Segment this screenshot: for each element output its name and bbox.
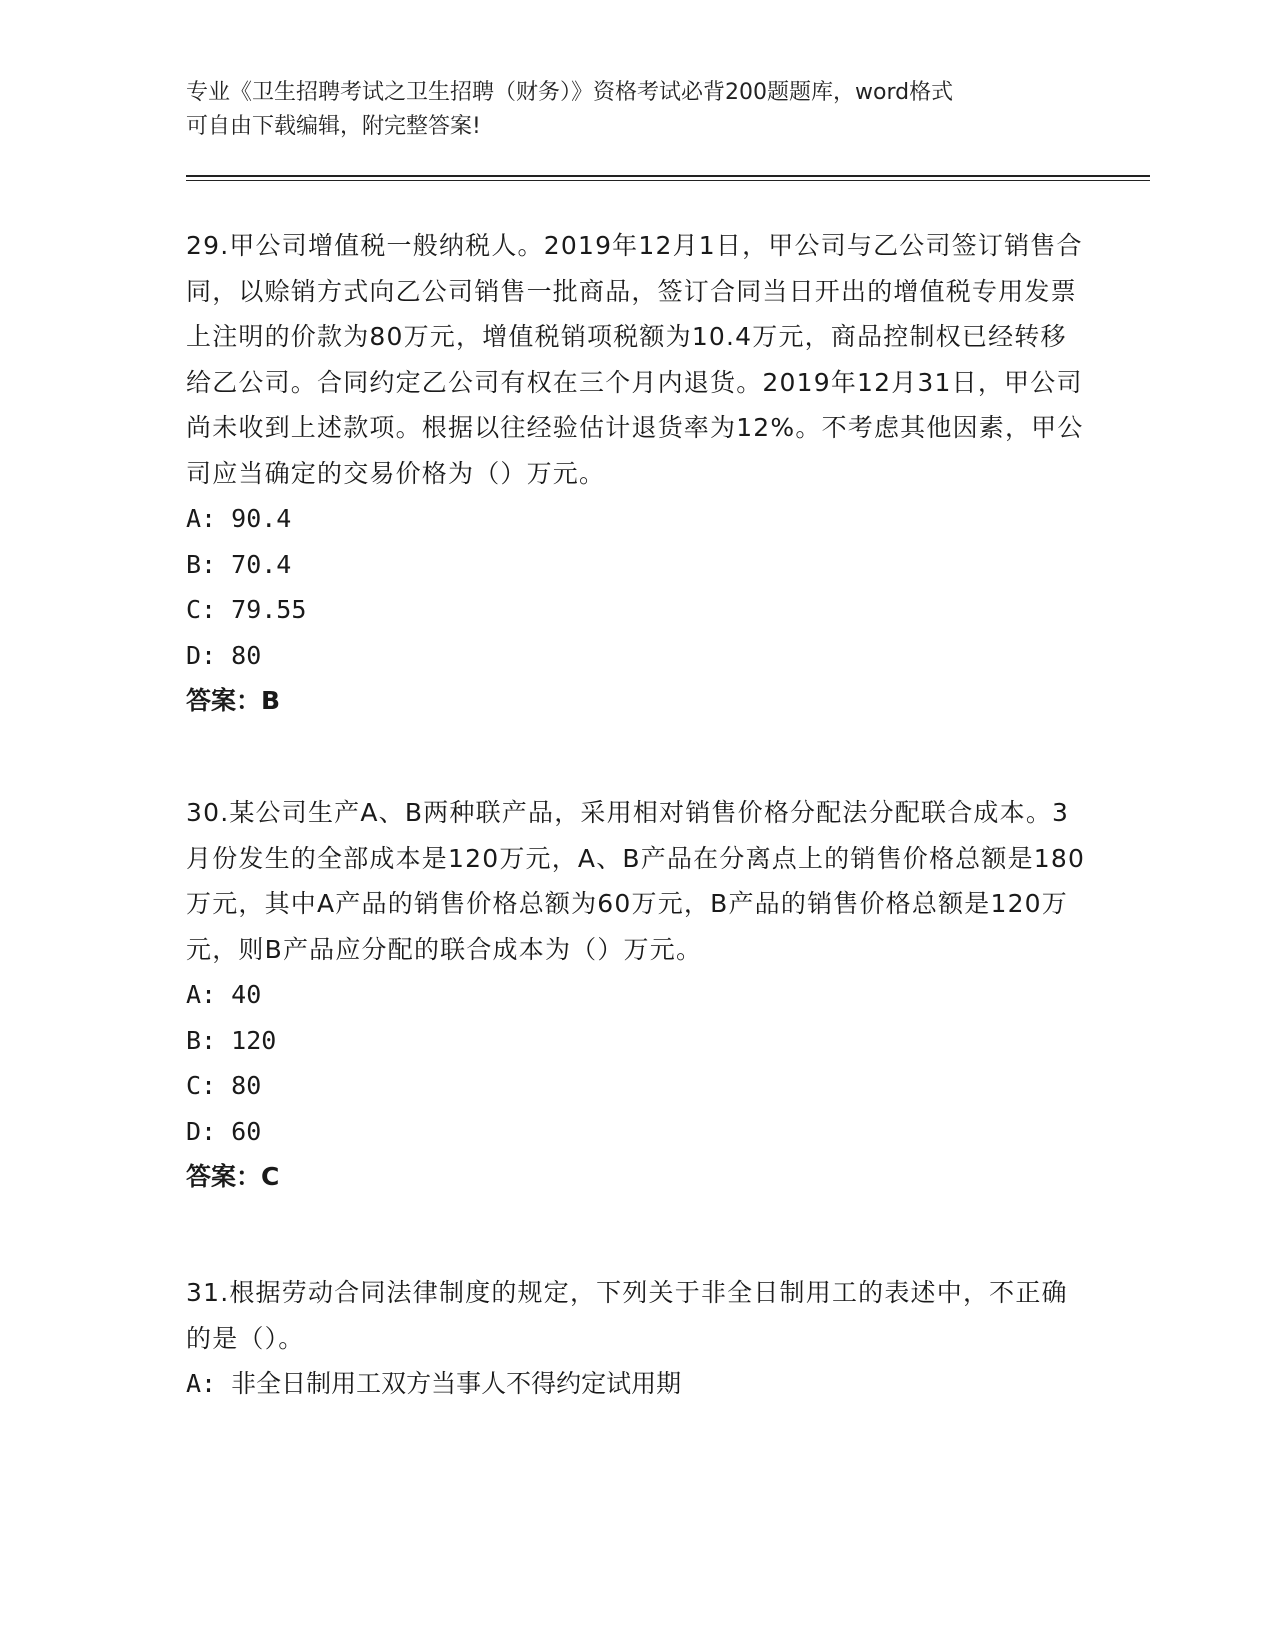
option-d: D: 80 (186, 640, 262, 670)
header-line-2: 可自由下载编辑，附完整答案! (186, 114, 481, 139)
option-a: A: 90.4 (186, 504, 292, 533)
answer: 答案：C (186, 1162, 280, 1191)
option-a: A: 40 (186, 980, 262, 1009)
question-31 (186, 1270, 1086, 1407)
answer: 答案：B (186, 686, 281, 715)
option-d: D: 60 (186, 1116, 262, 1146)
option-a: A: 非全日制用工双方当事人不得约定试用期 (186, 1369, 682, 1398)
option-b: B: 120 (186, 1025, 277, 1055)
question-29 (186, 223, 1086, 724)
option-c: C: 79.55 (186, 595, 307, 624)
header-divider-thick (186, 175, 1150, 177)
question-stem: 31.根据劳动合同法律制度的规定，下列关于非全日制用工的表述中，不正确的是（）。 (186, 1278, 1068, 1353)
option-c: C: 80 (186, 1071, 262, 1100)
header-divider-thin (186, 180, 1150, 181)
option-b: B: 70.4 (186, 549, 292, 579)
header-line-1: 专业《卫生招聘考试之卫生招聘（财务）》资格考试必背200题题库，word格式 (186, 80, 954, 105)
question-30 (186, 790, 1086, 1200)
question-stem: 30.某公司生产A、B两种联产品，采用相对销售价格分配法分配联合成本。3月份发生的全部成本是120万元，A、B产品在分离点上的销售价格总额是180万元，其中A产品的销售价格总额为60万元，B产品的销售价格总额是120万元，则B产品应分配的联合成本为（）万元。 (186, 798, 1086, 964)
question-stem: 29.甲公司增值税一般纳税人。2019年12月1日，甲公司与乙公司签订销售合同，以赊销方式向乙公司销售一批商品，签订合同当日开出的增值税专用发票上注明的价款为80万元，增值税销项税额为10.4万元，商品控制权已经转移给乙公司。合同约定乙公司有权在三个月内退货。2019年12月31日，甲公司尚未收到上述款项。根据以往经验估计退货率为12%。不考虑其他因素，甲公司应当确定的交易价格为（）万元。 (186, 231, 1084, 488)
document-header (186, 76, 1066, 144)
